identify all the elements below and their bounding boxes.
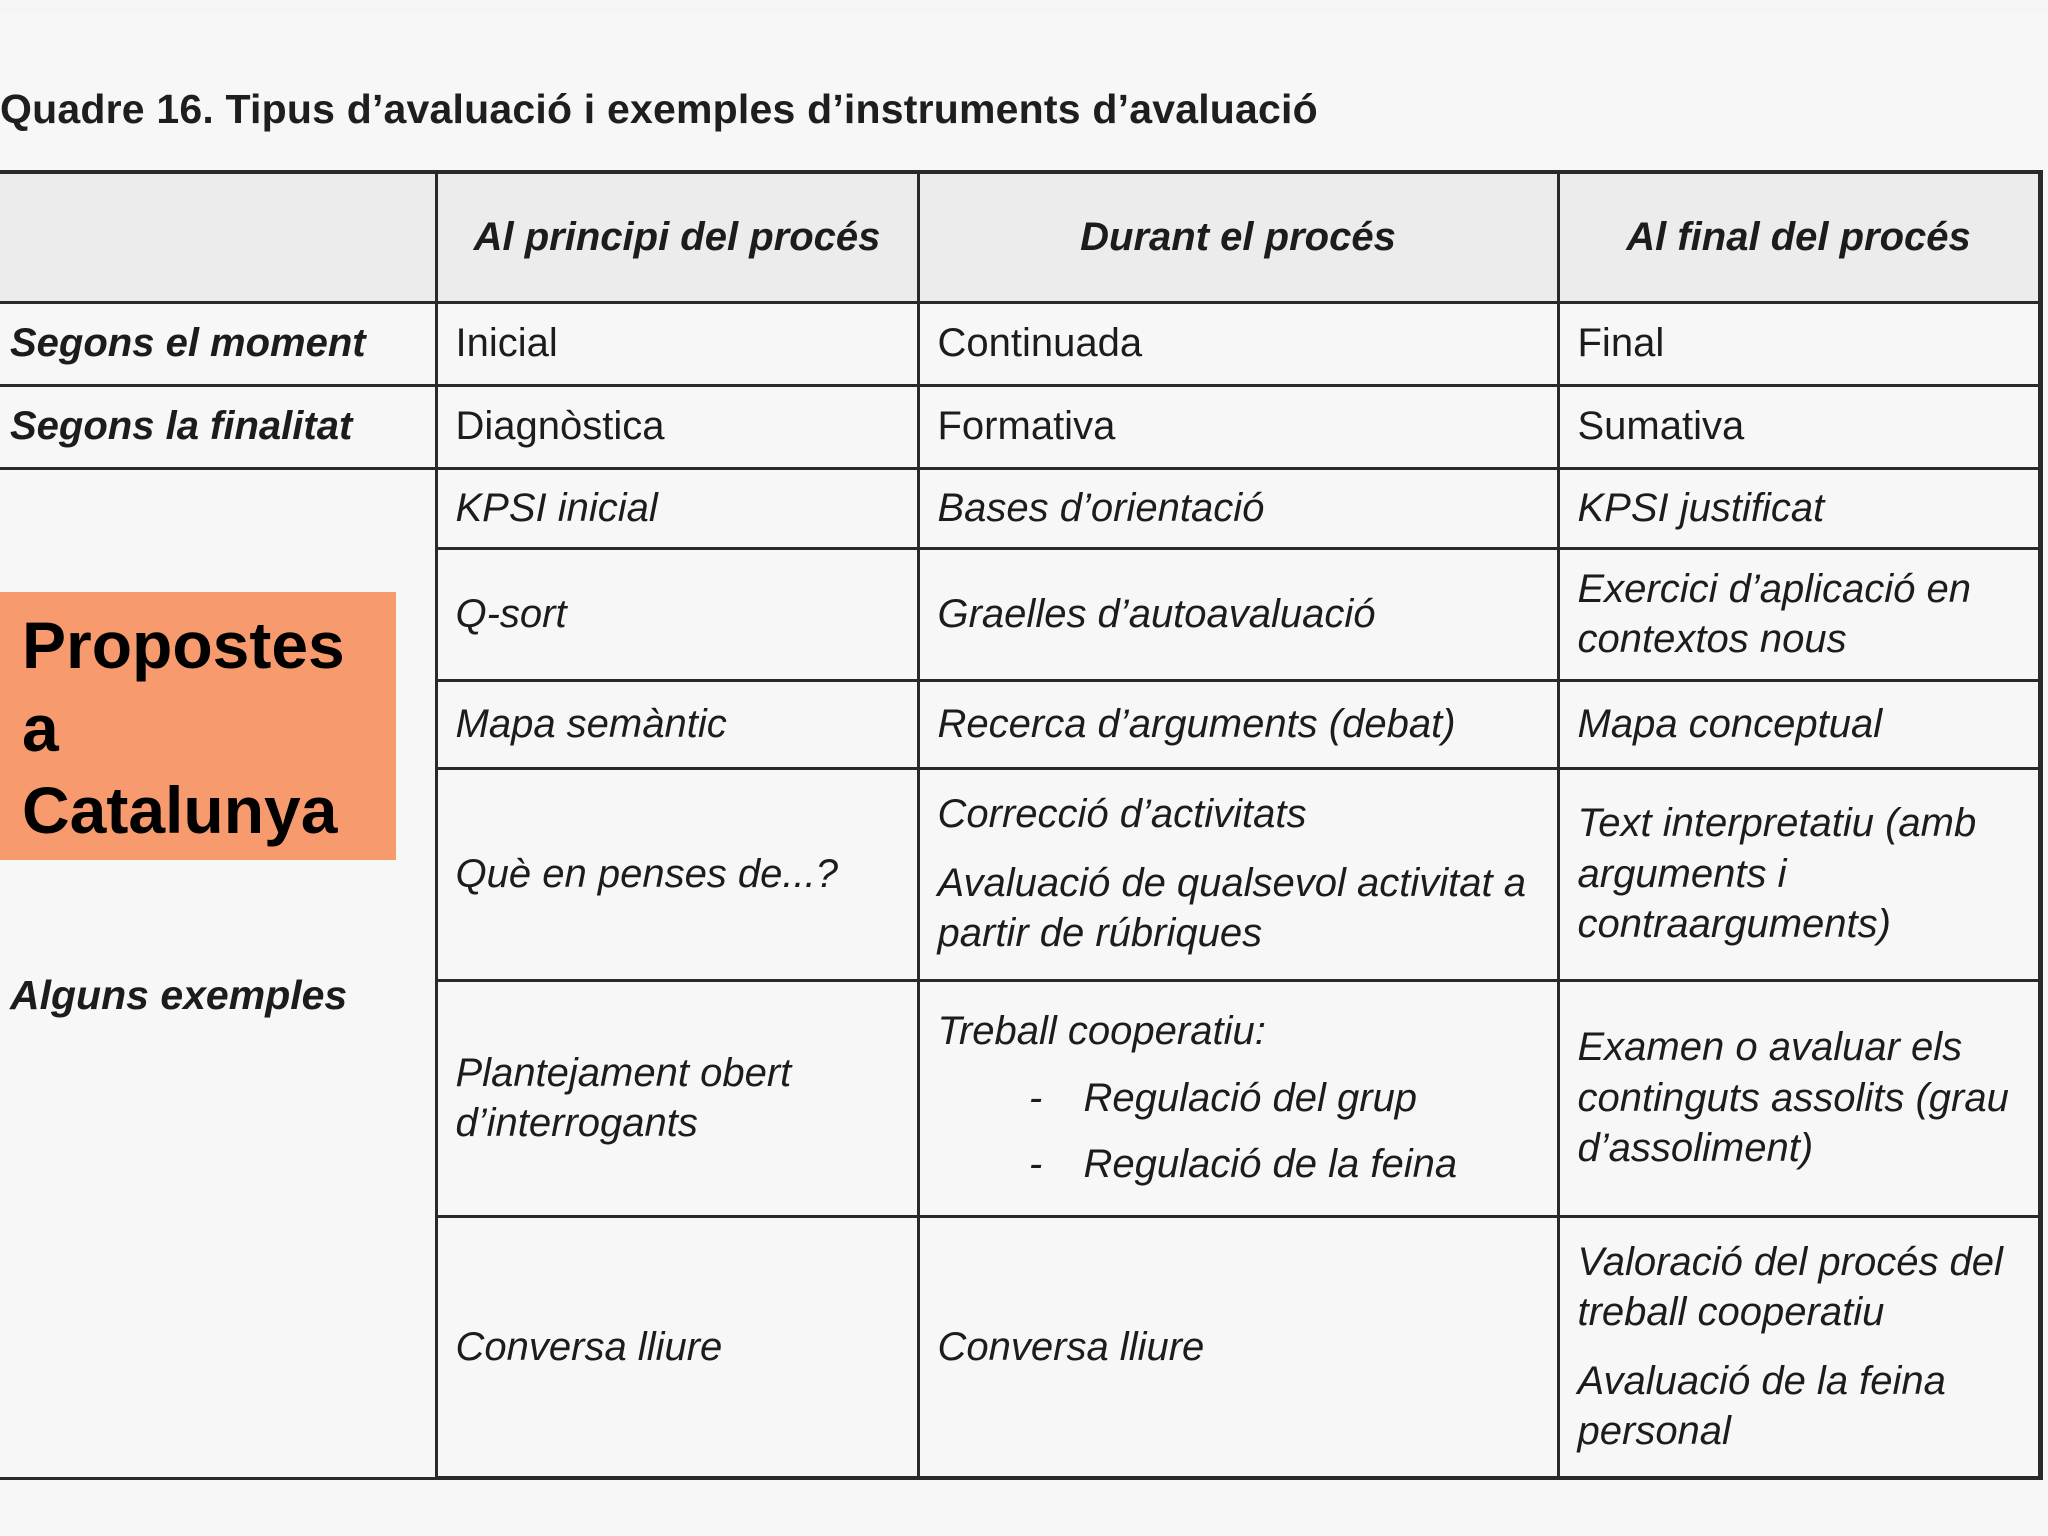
header-corner-cell [0, 172, 436, 302]
badge-line-3: Catalunya [22, 773, 338, 847]
header-during: Durant el procés [918, 172, 1558, 302]
ex6-end-line1: Valoració del procés del treball cooperatiu [1577, 1239, 2003, 1335]
header-row [0, 172, 2040, 302]
cell-ex6-start: Conversa lliure [436, 1216, 918, 1478]
row-label-examples: Alguns exemples [10, 971, 348, 1018]
row-finalitat [0, 385, 2040, 468]
cell-ex6-during: Conversa lliure [918, 1216, 1558, 1478]
cell-ex2-during: Graelles d’autoavaluació [918, 548, 1558, 680]
cell-ex1-end: KPSI justificat [1558, 468, 2040, 548]
cell-ex4-end: Text interpretatiu (amb arguments i contraarguments) [1558, 768, 2040, 980]
cell-moment-during: Continuada [918, 302, 1558, 385]
cell-ex2-end: Exercici d’aplicació en contextos nous [1558, 548, 2040, 680]
cell-ex5-end: Examen o avaluar els continguts assolits (grau d’assoliment) [1558, 980, 2040, 1216]
table-caption: Quadre 16. Tipus d’avaluació i exemples d’instruments d’avaluació [0, 86, 1318, 132]
cell-ex5-start: Plantejament obert d’interrogants [436, 980, 918, 1216]
header-start: Al principi del procés [436, 172, 918, 302]
header-end: Al final del procés [1558, 172, 2040, 302]
cell-ex2-start: Q-sort [436, 548, 918, 680]
row-label-finalitat: Segons la finalitat [0, 385, 436, 468]
ex5-during-title: Treball cooperatiu: [937, 1009, 1266, 1054]
ex4-during-line1: Correcció d’activitats [937, 792, 1307, 837]
badge-line-1: Propostes [22, 608, 345, 682]
cell-ex5-during [918, 980, 1558, 1216]
bullet-dash: - [1028, 1142, 1043, 1187]
cell-finalitat-start: Diagnòstica [436, 385, 918, 468]
cell-ex3-start: Mapa semàntic [436, 680, 918, 768]
bullet-text: Regulació del grup [1083, 1075, 1418, 1120]
cell-finalitat-end: Sumativa [1558, 385, 2040, 468]
cell-moment-start: Inicial [436, 302, 918, 385]
cell-ex3-end: Mapa conceptual [1558, 680, 2040, 768]
ex5-during-bullet-2 [938, 1139, 1539, 1189]
cell-ex4-during [918, 768, 1558, 980]
cell-ex1-start: KPSI inicial [436, 468, 918, 548]
cell-moment-end: Final [1558, 302, 2040, 385]
bullet-text: Regulació de la feina [1083, 1142, 1458, 1187]
cell-ex3-during: Recerca d’arguments (debat) [918, 680, 1558, 768]
ex4-during-line2: Avaluació de qualsevol activitat a partir de rúbriques [937, 860, 1527, 956]
row-label-moment: Segons el moment [0, 302, 436, 385]
cell-finalitat-during: Formativa [918, 385, 1558, 468]
cell-ex1-during: Bases d’orientació [918, 468, 1558, 548]
ex5-during-bullet-1 [938, 1073, 1539, 1123]
bullet-dash: - [1028, 1075, 1043, 1120]
cell-ex6-end [1558, 1216, 2040, 1478]
example-row-1 [0, 468, 2040, 548]
badge-line-2: a [22, 690, 59, 765]
ex6-end-line2: Avaluació de la feina personal [1577, 1358, 1946, 1454]
document-page [0, 14, 2048, 1536]
cell-ex4-start: Què en penses de...? [436, 768, 918, 980]
propostes-catalunya-badge [0, 592, 396, 860]
row-moment [0, 302, 2040, 385]
